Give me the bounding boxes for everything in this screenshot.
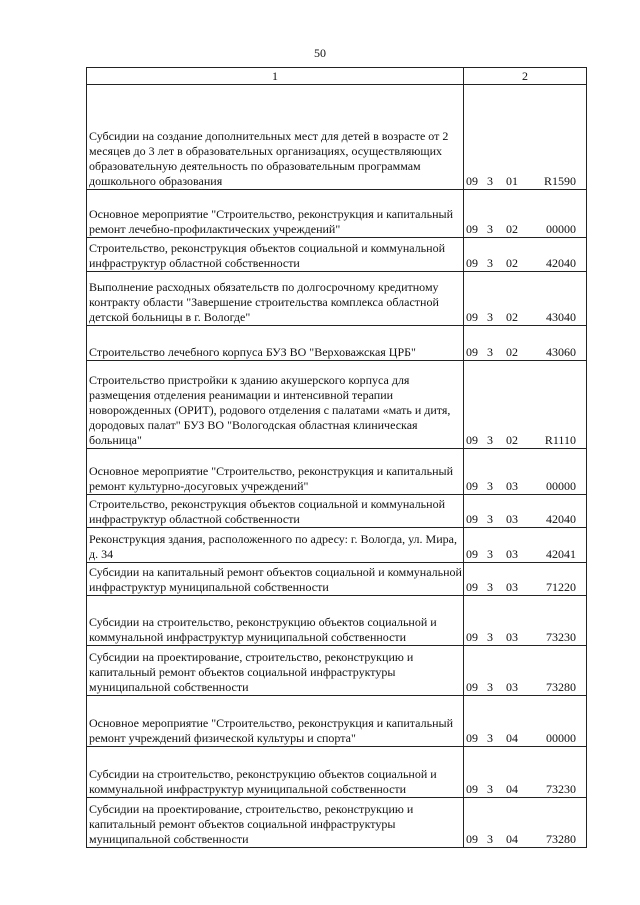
row-name: Строительство, реконструкция объектов социальной и коммунальной инфраструктур областной собственности — [87, 495, 464, 528]
code-part-2: 3 — [487, 630, 493, 644]
code-part-4: 73280 — [546, 680, 576, 694]
row-name: Строительство, реконструкция объектов социальной и коммунальной инфраструктур областной собственности — [87, 238, 464, 272]
row-name: Основное мероприятие "Строительство, реконструкция и капитальный ремонт лечебно-профилактических учреждений" — [87, 190, 464, 238]
header-col-1: 1 — [87, 68, 464, 85]
code-part-1: 09 — [466, 310, 478, 324]
row-code — [464, 238, 587, 272]
row-name: Строительство лечебного корпуса БУЗ ВО "Верховажская ЦРБ" — [87, 326, 464, 361]
code-part-1: 09 — [466, 433, 478, 447]
table-row — [87, 747, 587, 798]
code-part-1: 09 — [466, 345, 478, 359]
code-part-1: 09 — [466, 547, 478, 561]
code-part-3: 03 — [506, 479, 518, 493]
code-part-4: 42041 — [546, 547, 576, 561]
row-code — [464, 798, 587, 848]
code-part-4: R1110 — [544, 433, 576, 447]
code-part-2: 3 — [487, 680, 493, 694]
table-row — [87, 696, 587, 747]
row-name: Выполнение расходных обязательств по долгосрочному кредитному контракту области "Завершение строительства комплекса областной детской больницы в г. Вологде" — [87, 272, 464, 326]
row-name: Основное мероприятие "Строительство, реконструкция и капитальный ремонт учреждений физической культуры и спорта" — [87, 696, 464, 747]
code-part-3: 02 — [506, 433, 518, 447]
table-header-row — [87, 68, 587, 85]
code-part-1: 09 — [466, 174, 478, 188]
code-part-2: 3 — [487, 310, 493, 324]
row-name: Реконструкция здания, расположенного по адресу: г. Вологда, ул. Мира, д. 34 — [87, 528, 464, 563]
code-part-2: 3 — [487, 512, 493, 526]
code-part-3: 02 — [506, 345, 518, 359]
row-code — [464, 495, 587, 528]
row-code — [464, 596, 587, 646]
code-part-4: 00000 — [546, 731, 576, 745]
code-part-1: 09 — [466, 832, 478, 846]
code-part-2: 3 — [487, 256, 493, 270]
code-part-3: 04 — [506, 832, 518, 846]
code-part-4: 43060 — [546, 345, 576, 359]
code-part-2: 3 — [487, 832, 493, 846]
row-name: Субсидии на проектирование, строительство, реконструкцию и капитальный ремонт объектов социальной инфраструктуры муниципальной собственности — [87, 646, 464, 696]
code-part-4: 00000 — [546, 479, 576, 493]
table-row — [87, 646, 587, 696]
code-part-2: 3 — [487, 174, 493, 188]
code-part-4: R1590 — [543, 174, 576, 188]
code-part-1: 09 — [466, 782, 478, 796]
table-row — [87, 449, 587, 495]
code-part-4: 42040 — [546, 512, 576, 526]
table-row — [87, 563, 587, 596]
code-part-2: 3 — [487, 580, 493, 594]
row-code — [464, 696, 587, 747]
row-name: Субсидии на строительство, реконструкцию объектов социальной и коммунальной инфраструктур муниципальной собственности — [87, 747, 464, 798]
code-part-3: 01 — [506, 174, 518, 188]
row-code — [464, 361, 587, 449]
table-body — [87, 85, 587, 848]
code-part-1: 09 — [466, 256, 478, 270]
code-part-3: 04 — [506, 731, 518, 745]
row-name: Субсидии на проектирование, строительство, реконструкцию и капитальный ремонт объектов социальной инфраструктуры муниципальной собственности — [87, 798, 464, 848]
table-row — [87, 798, 587, 848]
row-name: Субсидии на строительство, реконструкцию объектов социальной и коммунальной инфраструктур муниципальной собственности — [87, 596, 464, 646]
code-part-2: 3 — [487, 547, 493, 561]
code-part-2: 3 — [487, 433, 493, 447]
code-part-2: 3 — [487, 479, 493, 493]
table-row — [87, 272, 587, 326]
code-part-3: 03 — [506, 580, 518, 594]
code-part-3: 02 — [506, 222, 518, 236]
code-part-1: 09 — [466, 580, 478, 594]
row-code — [464, 449, 587, 495]
table-row — [87, 596, 587, 646]
code-part-4: 73230 — [546, 630, 576, 644]
table-row — [87, 528, 587, 563]
code-part-1: 09 — [466, 630, 478, 644]
row-code — [464, 563, 587, 596]
code-part-3: 03 — [506, 512, 518, 526]
row-code — [464, 85, 587, 190]
row-name: Субсидии на создание дополнительных мест для детей в возрасте от 2 месяцев до 3 лет в образовательных организациях, осуществляющих образовательную деятельность по образовательным программам дошкольного образования — [87, 85, 464, 190]
code-part-1: 09 — [466, 512, 478, 526]
code-part-4: 73280 — [546, 832, 576, 846]
table-row — [87, 361, 587, 449]
code-part-4: 43040 — [546, 310, 576, 324]
code-part-3: 02 — [506, 256, 518, 270]
code-part-3: 03 — [506, 680, 518, 694]
code-part-2: 3 — [487, 731, 493, 745]
code-part-2: 3 — [487, 222, 493, 236]
code-part-3: 04 — [506, 782, 518, 796]
code-part-1: 09 — [466, 680, 478, 694]
row-code — [464, 190, 587, 238]
row-code — [464, 646, 587, 696]
code-part-3: 02 — [506, 310, 518, 324]
budget-classification-table — [86, 67, 587, 848]
code-part-2: 3 — [487, 782, 493, 796]
table-row — [87, 238, 587, 272]
header-col-2: 2 — [464, 68, 587, 85]
code-part-4: 73230 — [546, 782, 576, 796]
row-code — [464, 326, 587, 361]
row-code — [464, 747, 587, 798]
table-row — [87, 495, 587, 528]
row-name: Строительство пристройки к зданию акушерского корпуса для размещения отделения реанимации и интенсивной терапии новорожденных (ОРИТ), родового отделения с палатами «мать и дитя, дородовых палат" БУЗ ВО "Вологодская областная клиническая больница" — [87, 361, 464, 449]
code-part-4: 42040 — [546, 256, 576, 270]
page-number: 50 — [314, 46, 326, 60]
code-part-1: 09 — [466, 731, 478, 745]
row-code — [464, 272, 587, 326]
code-part-3: 03 — [506, 630, 518, 644]
row-name: Основное мероприятие "Строительство, реконструкция и капитальный ремонт культурно-досуговых учреждений" — [87, 449, 464, 495]
table-row — [87, 190, 587, 238]
code-part-4: 71220 — [546, 580, 576, 594]
table-row — [87, 85, 587, 190]
row-code — [464, 528, 587, 563]
code-part-1: 09 — [466, 479, 478, 493]
code-part-2: 3 — [487, 345, 493, 359]
row-name: Субсидии на капитальный ремонт объектов социальной и коммунальной инфраструктур муниципальной собственности — [87, 563, 464, 596]
code-part-4: 00000 — [546, 222, 576, 236]
code-part-1: 09 — [466, 222, 478, 236]
code-part-3: 03 — [506, 547, 518, 561]
table-row — [87, 326, 587, 361]
